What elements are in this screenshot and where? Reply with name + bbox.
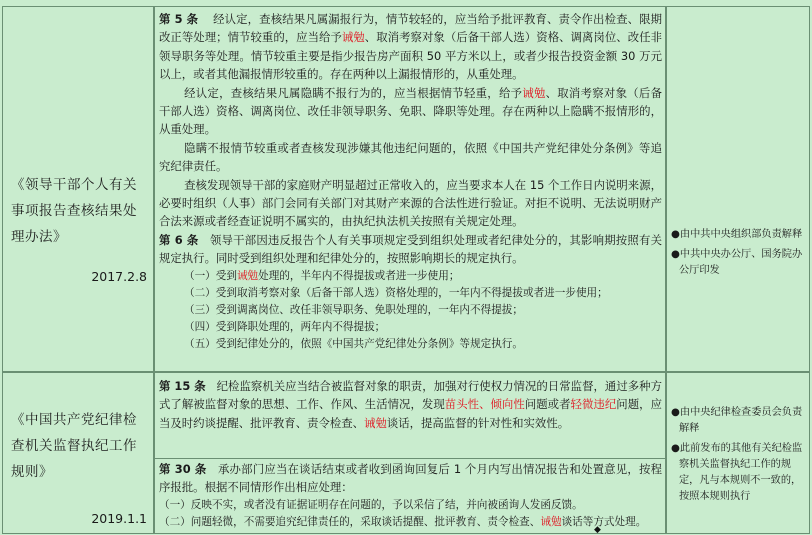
- list-item: （五）受到纪律处分的，依照《中国共产党纪律处分条例》等规定执行。: [184, 337, 523, 350]
- remark-note: ●中共中央办公厅、国务院办公厅印发: [671, 249, 803, 276]
- regulation-title: 《中国共产党纪律检查机关监督执纪工作规则》: [11, 412, 137, 480]
- highlight-term: 诫勉: [522, 85, 546, 100]
- remark-note: ●由中共中央组织部负责解释: [671, 229, 803, 240]
- regulation-date: 2019.1.1: [91, 511, 147, 526]
- highlight-term: 诫勉: [341, 30, 365, 45]
- highlight-term: 诫勉: [364, 415, 387, 430]
- regulation-title: 《领导干部个人有关事项报告查核结果处理办法》: [11, 177, 137, 245]
- remarks-cell: [666, 372, 810, 534]
- content-text: 第 5 条 经认定，查核结果凡属漏报行为，情节较轻的，应当给予批评教育、责令作出检查、限期改正等处理；情节较重的，应当给予诫勉、取消考察对象（后备干部人选）资格、调离岗位、改任非领导职务等处理。情节较重主要是指少报告房产面积 50 平方米以上，或者少报告投资金额 30 万元以上，或者其他漏报情形较重的。存在两种以上漏报情形的，从重处理。 经认定，查核结果凡属隐瞒不报行为的，应当根据情节轻重，给予诫勉、取消考察对象（后备干部人选）资格、调离岗位、改任非领导职务、免职、降职等处理。存在两种以上隐瞒不报情形的，从重处理。 隐瞒不报情节较重或者查核发现涉嫌其他违纪问题的，依照《中国共产党纪律处分条例》等追究纪律责任。 查核发现领导干部的家庭财产明显超过正常收入的，应当要求本人在 15 个工作日内说明来源，必要时组织（人事）部门会同有关部门对其财产来源的合法性进行验证。对拒不说明、无法说明财产合法来源或者经查证说明不属实的，由执纪执法机关按照有关规定处理。 第 6 条 领导干部因违反报告个人有关事项规定受到组织处理或者纪律处分的，其影响期按照有关规定执行。同时受到组织处理和纪律处分的，按照影响期长的规定执行。 （一）受到诫勉处理的，半年内不得提拔或者进一步使用； （二）受到取消考察对象（后备干部人选）资格处理的，一年内不得提拔或者进一步使用； （三）受到调离岗位、改任非领导职务、免职处理的，一年内不得提拔； （四）受到降职处理的，两年内不得提拔； （五）受到纪律处分的，依照《中国共产党纪律处分条例》等规定执行。: [159, 10, 662, 353]
- article-label: 第 15 条: [159, 379, 206, 393]
- content-text: 第 30 条 承办部门应当在谈话结束或者收到函询回复后 1 个月内写出情况报告和处置意见，按程序报批。根据不同情形作出相应处理： （一）反映不实，或者没有证据证明存在问题的，予以采信了结，并向被函询人发函反馈。 （二）问题轻微，不需要追究纪律责任的，采取谈话提醒、批评教育、责令检查、诫勉谈话等方式处理。: [159, 462, 662, 528]
- remarks-cell: [666, 6, 810, 372]
- highlight-term: 诫勉: [236, 269, 259, 282]
- list-item: （四）受到降职处理的，两年内不得提拔；: [184, 320, 386, 333]
- article-label: 第 30 条: [159, 462, 207, 476]
- list-item: （三）受到调离岗位、改任非领导职务、免职处理的，一年内不得提拔；: [184, 303, 523, 316]
- regulation-date: 2017.2.8: [91, 269, 147, 284]
- highlight-term: 苗头性、倾向性: [444, 397, 525, 412]
- list-item: （二）受到取消考察对象（后备干部人选）资格处理的，一年内不得提拔或者进一步使用；: [184, 286, 608, 299]
- article-label: 第 6 条: [159, 232, 199, 247]
- paragraph: 查核发现领导干部的家庭财产明显超过正常收入的，应当要求本人在 15 个工作日内说明来源，必要时组织（人事）部门会同有关部门对其财产来源的合法性进行验证。对拒不说明、无法说明财产合法来源或者经查证说明不属实的，由执纪执法机关按照有关规定处理。: [159, 177, 662, 229]
- row-divider: [154, 458, 666, 459]
- remark-note: ●由中央纪律检查委员会负责解释: [671, 407, 803, 434]
- list-item: （一）反映不实，或者没有证据证明存在问题的，予以采信了结，并向被函询人发函反馈。: [159, 498, 583, 511]
- highlight-term: 轻微违纪: [570, 397, 617, 412]
- regulation-name-cell: [2, 372, 154, 534]
- remark-note: ●此前发布的其他有关纪检监察机关监督执纪工作的规定，凡与本规则不一致的，按照本规则执行: [671, 443, 803, 502]
- paragraph: 隐瞒不报情节较重或者查核发现涉嫌其他违纪问题的，依照《中国共产党纪律处分条例》等追究纪律责任。: [159, 140, 662, 174]
- content-text: 第 15 条 纪检监察机关应当结合被监督对象的职责，加强对行使权力情况的日常监督，通过多种方式了解被监督对象的思想、工作、作风、生活情况，发现苗头性、倾向性问题或者轻微违纪问题，应当及时约谈提醒、批评教育、责令检查、诫勉谈话，提高监督的针对性和实效性。: [159, 379, 662, 430]
- article-label: 第 5 条: [159, 12, 199, 26]
- regulation-name-cell: [2, 6, 154, 372]
- mouse-cursor-icon: ◆: [594, 525, 601, 535]
- regulation-content-cell: [154, 6, 666, 372]
- highlight-term: 诫勉: [540, 515, 562, 528]
- regulation-content-cell: [154, 372, 666, 534]
